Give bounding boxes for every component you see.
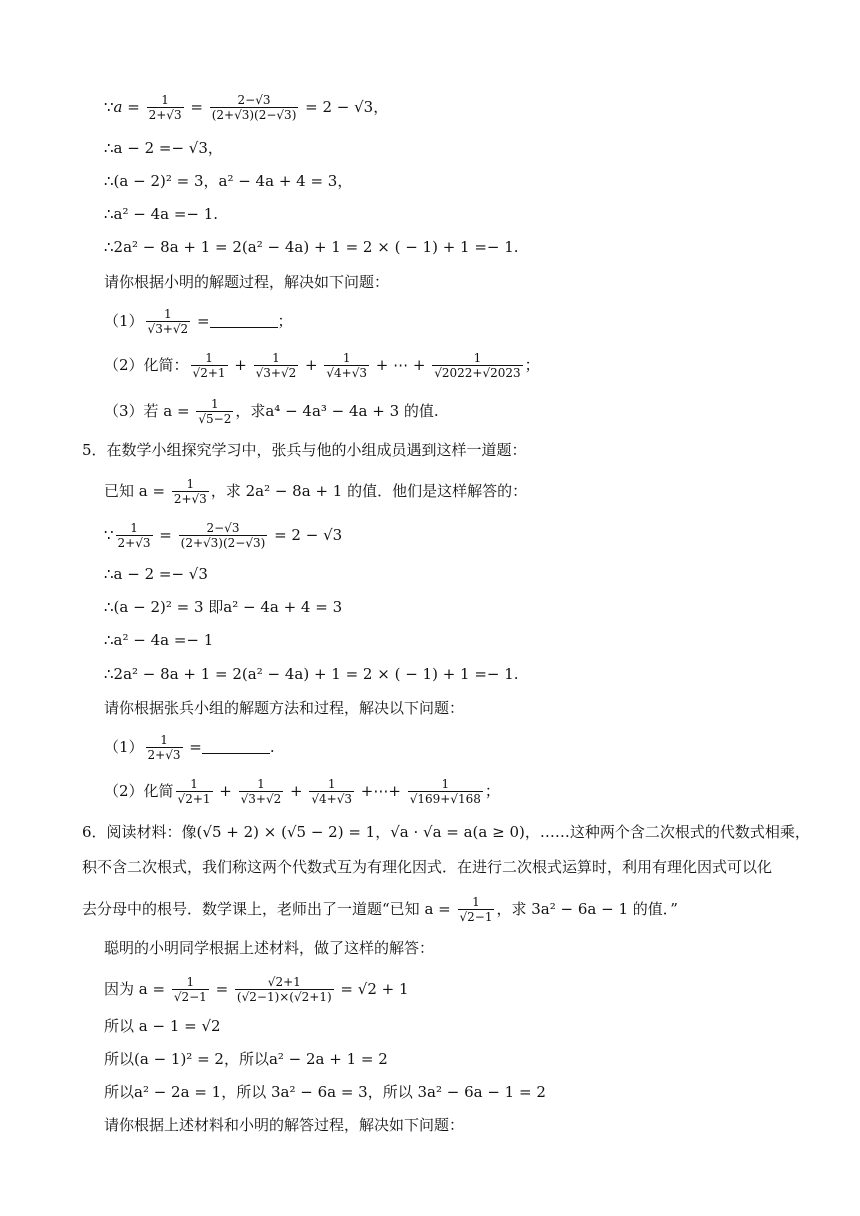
fraction: $\frac{1}{2+√3}$ bbox=[148, 93, 182, 122]
problem-6-line-8: 所以a² − 2a = 1，所以 3a² − 6a = 3，所以 3a² − 6a − 1 = 2 bbox=[104, 1083, 546, 1101]
fraction: $\frac{1}{√4+√3}$ bbox=[326, 351, 367, 380]
problem-5-line-3: ∴(a − 2)² = 3 即a² − 4a + 4 = 3 bbox=[104, 598, 343, 616]
problem-6-line-1: 6．阅读材料：像(√5 + 2) × (√5 − 2) = 1，√a · √a = a(a ≥ 0)，……这种两个含二次根式的代数式相乘， bbox=[82, 823, 810, 841]
problem-5-line-5: ∴2a² − 8a + 1 = 2(a² − 4a) + 1 = 2 × ( − 1) + 1 =− 1. bbox=[104, 665, 519, 683]
problem-6-line-7: 所以(a − 1)² = 2，所以a² − 2a + 1 = 2 bbox=[104, 1050, 388, 1068]
problem-6-line-4: 聪明的小明同学根据上述材料，做了这样的解答： bbox=[104, 939, 435, 957]
fraction: $\frac{1}{√3+√2}$ bbox=[147, 307, 189, 336]
solution-line-5: ∴2a² − 8a + 1 = 2(a² − 4a) + 1 = 2 × ( − 1) + 1 =− 1. bbox=[104, 238, 519, 256]
fraction: $\frac{1}{√169+√168}$ bbox=[409, 777, 481, 806]
fraction: $\frac{1}{√2+1}$ bbox=[192, 351, 226, 380]
problem-5-instruction: 请你根据张兵小组的解题方法和过程，解决以下问题： bbox=[104, 699, 465, 717]
answer-blank bbox=[210, 313, 278, 328]
answer-blank bbox=[202, 739, 270, 754]
fraction: $\frac{1}{√2+1}$ bbox=[177, 777, 211, 806]
fraction: $\frac{√2+1}{(√2-1)\times(√2+1)}$ bbox=[236, 975, 332, 1004]
problem-5-title: 5．在数学小组探究学习中，张兵与他的小组成员遇到这样一道题： bbox=[82, 441, 527, 459]
fraction: $\frac{1}{√2022+√2023}$ bbox=[434, 351, 521, 380]
problem-6-line-9: 请你根据上述材料和小明的解答过程，解决如下问题： bbox=[104, 1116, 465, 1134]
problem-6-line-3: 去分母中的根号．数学课上，老师出了一道题“已知 a = $\frac{1}{√2-1}$ ，求 3a² − 6a − 1 的值．” bbox=[82, 895, 678, 924]
problem-6-line-6: 所以 a − 1 = √2 bbox=[104, 1017, 221, 1035]
problem-5-line-2: ∴a − 2 =− √3 bbox=[104, 565, 208, 583]
instruction-line: 请你根据小明的解题过程，解决如下问题： bbox=[104, 273, 390, 291]
problem-6-line-2: 积不含二次根式，我们称这两个代数式互为有理化因式．在进行二次根式运算时，利用有理化因式可以化 bbox=[82, 858, 773, 876]
question-2: （2）化简： $\frac{1}{√2+1}$ + $\frac{1}{√3+√2}$ + $\frac{1}{√4+√3}$ + ⋯ + $\frac{1}{√2022+√2023}$ ； bbox=[104, 351, 540, 380]
fraction: $\frac{1}{√5-2}$ bbox=[198, 397, 232, 426]
fraction: $\frac{1}{√2-1}$ bbox=[173, 975, 207, 1004]
problem-6-line-5: 因为 a = $\frac{1}{√2-1}$ = $\frac{√2+1}{(√2-1)\times(√2+1)}$ = √2 + 1 bbox=[104, 975, 409, 1004]
fraction: $\frac{1}{√3+√2}$ bbox=[240, 777, 282, 806]
because-symbol: ∵ bbox=[104, 98, 114, 116]
solution-line-1: ∵a = $\frac{1}{2+√3}$ = $\frac{2-√3}{(2+√3)(2-√3)}$ = 2 − √3， bbox=[104, 93, 389, 122]
problem-5-question-2: （2）化简 $\frac{1}{√2+1}$ + $\frac{1}{√3+√2}$ + $\frac{1}{√4+√3}$ +⋯+ $\frac{1}{√169+√168}$ ； bbox=[104, 777, 500, 806]
problem-5-line-4: ∴a² − 4a =− 1 bbox=[104, 631, 214, 649]
fraction: $\frac{1}{√3+√2}$ bbox=[255, 351, 297, 380]
solution-line-4: ∴a² − 4a =− 1. bbox=[104, 205, 219, 223]
problem-5-line-1: ∵ $\frac{1}{2+√3}$ = $\frac{2-√3}{(2+√3)(2-√3)}$ = 2 − √3 bbox=[104, 521, 343, 550]
question-1: （1） $\frac{1}{√3+√2}$ = ； bbox=[104, 307, 293, 336]
fraction: $\frac{2-√3}{(2+√3)(2-√3)}$ bbox=[180, 521, 266, 550]
fraction: $\frac{1}{2+√3}$ bbox=[147, 733, 181, 762]
fraction: $\frac{1}{2+√3}$ bbox=[117, 521, 151, 550]
question-3: （3）若 a = $\frac{1}{√5-2}$ ，求a⁴ − 4a³ − 4a + 3 的值. bbox=[104, 397, 439, 426]
solution-line-3: ∴(a − 2)² = 3，a² − 4a + 4 = 3， bbox=[104, 172, 353, 190]
fraction: $\frac{1}{√4+√3}$ bbox=[311, 777, 352, 806]
solution-line-2: ∴a − 2 =− √3， bbox=[104, 139, 223, 157]
problem-5-given: 已知 a = $\frac{1}{2+√3}$ ，求 2a² − 8a + 1 的值．他们是这样解答的： bbox=[104, 477, 528, 506]
fraction: $\frac{1}{√2-1}$ bbox=[459, 895, 493, 924]
fraction: $\frac{1}{2+√3}$ bbox=[173, 477, 207, 506]
fraction: $\frac{2-√3}{(2+√3)(2-√3)}$ bbox=[211, 93, 297, 122]
problem-5-question-1: （1） $\frac{1}{2+√3}$ = . bbox=[104, 733, 275, 762]
